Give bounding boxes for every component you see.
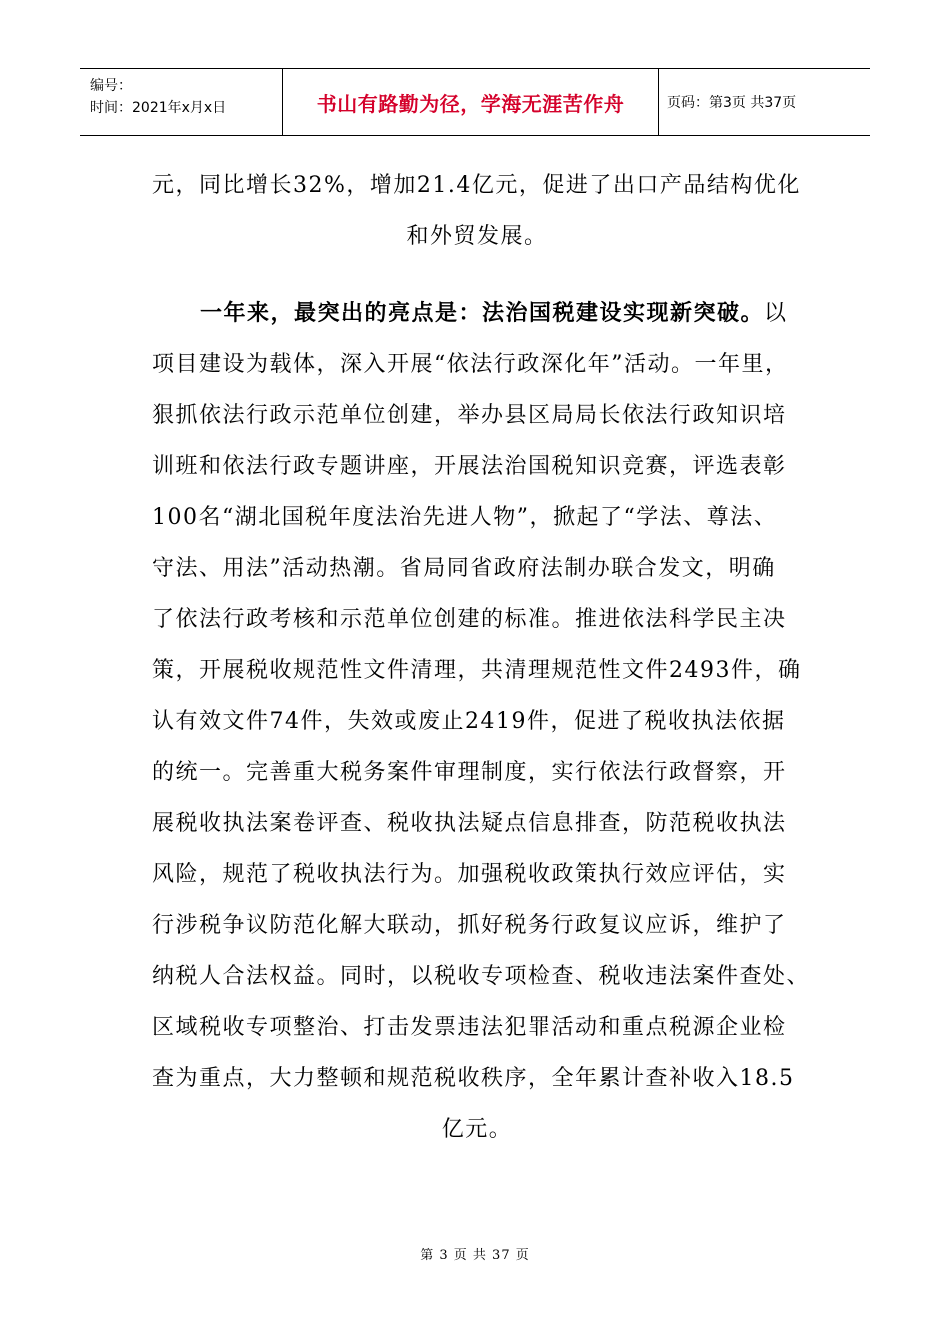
body-line: 区域税收专项整治、打击发票违法犯罪活动和重点税源企业检 (152, 1015, 787, 1040)
header-page-info: 页码：第3页 共37页 (667, 95, 797, 111)
body-line: 元，同比增长32%，增加21.4亿元，促进了出口产品结构优化 (152, 173, 801, 198)
document-body (152, 160, 811, 1155)
paragraph-lead-bold: 一年来，最突出的亮点是：法治国税建设实现新突破。 (200, 300, 765, 326)
page-footer: 第 3 页 共 37 页 (420, 1248, 530, 1263)
document-time-label: 时间：2021年x月x日 (90, 100, 227, 116)
body-line: 守法、用法”活动热潮。省局同省政府法制办联合发文，明确 (152, 556, 776, 581)
body-line: 的统一。完善重大税务案件审理制度，实行依法行政督察，开 (152, 760, 787, 785)
document-number-label: 编号： (90, 78, 132, 94)
body-line: 行涉税争议防范化解大联动，抓好税务行政复议应诉，维护了 (152, 913, 787, 938)
header-motto-cell (282, 69, 659, 135)
body-line: 项目建设为载体，深入开展“依法行政深化年”活动。一年里， (152, 352, 789, 377)
paragraph-lead-line (152, 288, 802, 339)
body-line: 狠抓依法行政示范单位创建，举办县区局局长依法行政知识培 (152, 403, 787, 428)
header-page-info-cell (659, 69, 870, 135)
document-header (80, 68, 870, 136)
paragraph-gap (152, 262, 802, 288)
body-line: 和外贸发展。 (406, 224, 548, 249)
body-line: 纳税人合法权益。同时，以税收专项检查、税收违法案件查处、 (152, 964, 811, 989)
body-line: 认有效文件74件，失效或废止2419件，促进了税收执法依据 (152, 709, 786, 734)
body-line: 查为重点，大力整顿和规范税收秩序，全年累计查补收入18.5 (152, 1066, 795, 1091)
paragraph-lead-tail: 以 (764, 301, 788, 326)
body-line: 亿元。 (441, 1117, 513, 1142)
body-line: 展税收执法案卷评查、税收执法疑点信息排查，防范税收执法 (152, 811, 787, 836)
body-line: 风险，规范了税收执法行为。加强税收政策执行效应评估，实 (152, 862, 787, 887)
body-line: 100名“湖北国税年度法治先进人物”，掀起了“学法、尊法、 (152, 505, 778, 530)
body-line: 了依法行政考核和示范单位创建的标准。推进依法科学民主决 (152, 607, 787, 632)
header-motto: 书山有路勤为径，学海无涯苦作舟 (316, 91, 625, 116)
body-line: 策，开展税收规范性文件清理，共清理规范性文件2493件，确 (152, 658, 802, 683)
header-meta (80, 69, 282, 135)
body-line: 训班和依法行政专题讲座，开展法治国税知识竞赛，评选表彰 (152, 454, 787, 479)
